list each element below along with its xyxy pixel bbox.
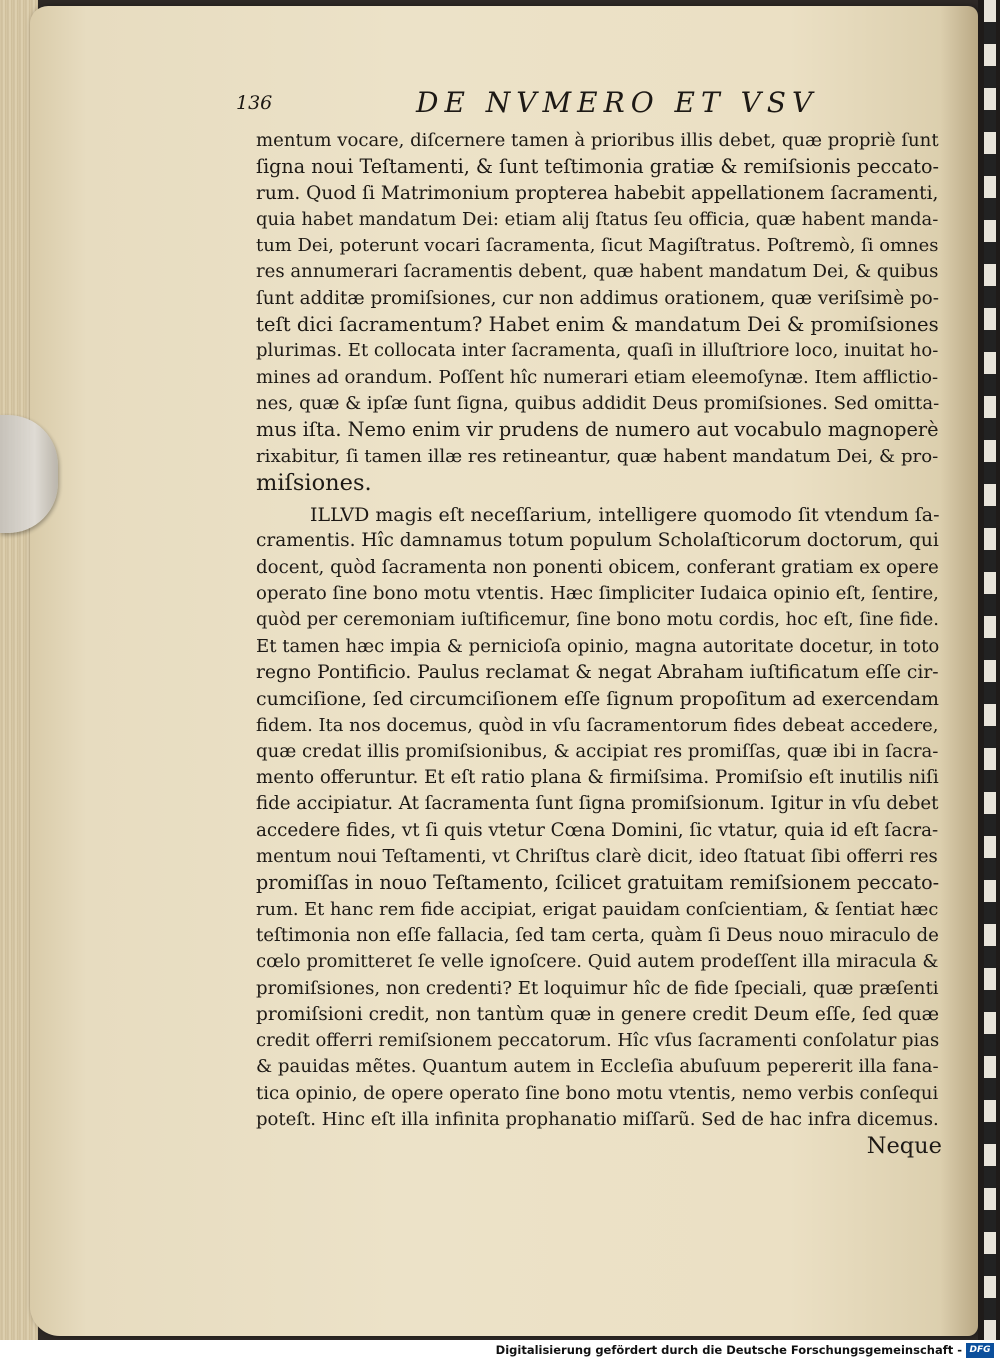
text-line: cramentis. Hîc damnamus totum populum Scholaſticorum doctorum, qui (256, 530, 939, 552)
text-line: promiſsiones, non credenti? Et loquimur hîc de fide ſpeciali, quæ præſenti (256, 977, 939, 999)
text-line: Et tamen hæc impia & pernicioſa opinio, magna autoritate docetur, in toto (256, 635, 940, 657)
running-head: DE NVMERO ET VSV (416, 86, 819, 119)
page-header (236, 82, 946, 128)
text-line: cumciſione, ſed circumciſionem eſſe ſignum propoſitum ad exercendam (256, 688, 939, 711)
text-line: accedere fides, vt ſi quis vtetur Cœna Domini, ſic vtatur, quia id eſt ſacra- (256, 819, 939, 841)
text-line: miſsiones. (256, 469, 372, 496)
text-line: rixabitur, ſi tamen illæ res retineantur, quæ habent mandatum Dei, & pro- (256, 445, 939, 467)
dfg-logo: DFG (966, 1343, 994, 1358)
text-line: mines ad orandum. Poſſent hîc numerari etiam eleemoſynæ. Item afflictio- (256, 366, 939, 388)
page-text (236, 82, 946, 1160)
text-line: promiſſas in nouo Teſtamento, ſcilicet gratuitam remiſsionem peccato- (256, 871, 940, 895)
text-line: quia habet mandatum Dei: etiam alij ſtatus ſeu officia, quæ habent manda- (256, 208, 939, 230)
text-line: operato ſine bono motu vtentis. Hæc ſimpliciter Iudaica opinio eſt, ſentire, (256, 583, 939, 605)
text-line: ILLVD magis eſt neceſſarium, intelligere quomodo ſit vtendum ſa- (310, 504, 940, 527)
text-line: credit offerri remiſsionem peccatorum. Hîc vſus ſacramenti conſolatur pias (256, 1030, 940, 1052)
text-line: mentum noui Teſtamenti, vt Chriſtus clarè dicit, ideo ſtatuat ſibi offerri res (256, 846, 938, 868)
text-line: teſt dici ſacramentum? Habet enim & mandatum Dei & promiſsiones (256, 313, 939, 337)
text-line: quæ credat illis promiſsionibus, & accipiat res promiſſas, quæ ibi in ſacra- (256, 740, 939, 762)
page-number: 136 (236, 92, 273, 114)
text-line: nes, quæ & ipſæ ſunt ſigna, quibus addidit Deus promiſsiones. Sed omitta- (256, 392, 940, 414)
text-line: rum. Et hanc rem fide accipiat, erigat pauidam conſcientiam, & ſentiat hæc (256, 898, 939, 920)
text-line: ſigna noui Teſtamenti, & ſunt teſtimonia gratiæ & remiſsionis peccato- (256, 155, 939, 179)
text-line: regno Pontificio. Paulus reclamat & negat Abraham iuſtificatum eſſe cir- (256, 661, 939, 683)
text-line: tum Dei, poterunt vocari ſacramenta, ſicut Magiſtratus. Poſtremò, ſi omnes (256, 235, 939, 257)
text-line: quòd per ceremoniam iuſtificemur, ſine bono motu cordis, hoc eſt, ſine fide. (256, 609, 939, 631)
text-line: plurimas. Et collocata inter ſacramenta, quaſi in illuſtriore loco, inuitat ho- (256, 340, 939, 362)
text-line: fidem. Ita nos docemus, quòd in vſu ſacramentorum fides debeat accedere, (256, 714, 939, 736)
text-line: mus iſta. Nemo enim vir prudens de numero aut vocabulo magnoperè (256, 418, 939, 442)
text-line: mento offeruntur. Et eſt ratio plana & firmiſsima. Promiſsio eſt inutilis niſi (256, 767, 939, 789)
text-line: rum. Quod ſi Matrimonium propterea habebit appellationem ſacramenti, (256, 182, 939, 204)
catchword: Neque (866, 1133, 942, 1160)
footer-bar (0, 1340, 1000, 1362)
text-line: ſunt additæ promiſsiones, cur non addimus orationem, quæ veriſsimè po- (256, 287, 939, 309)
text-line: & pauidas mẽtes. Quantum autem in Eccleſia abuſuum pepererit illa fana- (256, 1056, 939, 1078)
text-line: res annumerari ſacramentis debent, quæ habent mandatum Dei, & quibus (256, 261, 939, 283)
text-line: poteſt. Hinc eſt illa infinita prophanatio miſſarũ. Sed de hac infra dicemus. (256, 1108, 939, 1130)
text-line: tica opinio, de opere operato ſine bono motu vtentis, nemo verbis conſequi (256, 1082, 939, 1104)
text-line: promiſsioni credit, non tantùm quæ in genere credit Deum eſſe, ſed quæ (256, 1003, 940, 1025)
color-ruler (984, 0, 996, 1340)
text-line: fide accipiatur. At ſacramenta ſunt ſigna promiſsionum. Igitur in vſu debet (256, 793, 939, 815)
text-line: mentum vocare, diſcernere tamen à prioribus illis debet, quæ propriè ſunt (256, 130, 939, 151)
text-line: docent, quòd ſacramenta non ponenti obicem, conferant gratiam ex opere (256, 556, 939, 578)
text-line: cœlo promitteret ſe velle ignoſcere. Quid autem prodeſſent illa miracula & (256, 951, 939, 973)
text-line: teſtimonia non eſſe fallacia, ſed tam certa, quàm ſi Deus nouo miraculo de (256, 924, 939, 946)
funding-notice: Digitalisierung gefördert durch die Deutsche Forschungsgemeinschaft - (495, 1343, 962, 1357)
